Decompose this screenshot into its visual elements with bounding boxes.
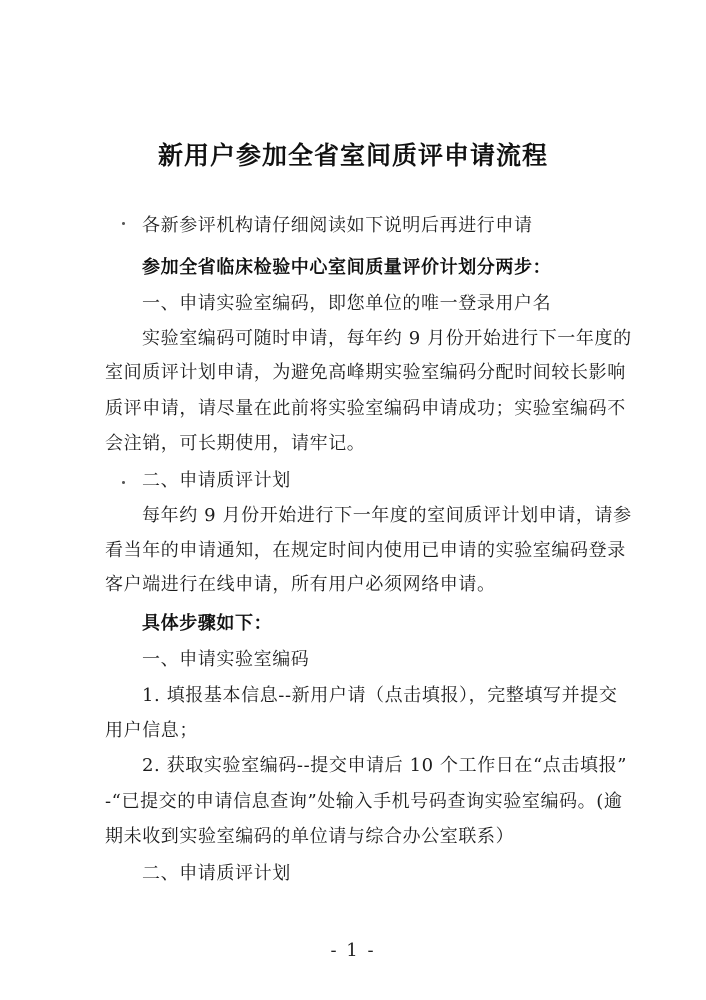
paragraph-line: 实验室编码可随时申请，每年约 9 月份开始进行下一年度的: [142, 328, 632, 349]
step-item: 2. 获取实验室编码--提交申请后 10 个工作日在“点击填报”: [142, 755, 628, 776]
paragraph-line: 质评申请，请尽量在此前将实验室编码申请成功；实验室编码不: [105, 398, 626, 419]
paragraph-line: 室间质评计划申请，为避免高峰期实验室编码分配时间较长影响: [105, 362, 626, 383]
step-two-heading: 二、申请质评计划: [142, 470, 291, 491]
paragraph-line: 会注销，可长期使用，请牢记。: [105, 433, 366, 454]
document-title: 新用户参加全省室间质评申请流程: [157, 141, 548, 170]
paragraph-line: 每年约 9 月份开始进行下一年度的室间质评计划申请，请参: [142, 505, 632, 526]
step-item-continued: -“已提交的申请信息查询”处输入手机号码查询实验室编码。(逾: [105, 791, 623, 812]
scan-speck: [122, 481, 125, 484]
scan-speck: [122, 222, 125, 225]
paragraph-line: 看当年的申请通知，在规定时间内使用已申请的实验室编码登录: [105, 540, 626, 561]
substep-two-heading: 二、申请质评计划: [142, 863, 291, 884]
step-item: 1. 填报基本信息--新用户请（点击填报），完整填写并提交: [142, 685, 618, 706]
page-number: - 1 -: [330, 940, 376, 961]
overview-heading: 参加全省临床检验中心室间质量评价计划分两步：: [142, 257, 552, 278]
intro-line: 各新参评机构请仔细阅读如下说明后再进行申请: [142, 215, 533, 236]
steps-heading: 具体步骤如下：: [142, 613, 273, 634]
step-item-continued: 期未收到实验室编码的单位请与综合办公室联系）: [105, 826, 515, 847]
step-item-continued: 用户信息；: [105, 720, 198, 741]
paragraph-line: 客户端进行在线申请，所有用户必须网络申请。: [105, 574, 496, 595]
substep-one-heading: 一、申请实验室编码: [142, 649, 310, 670]
step-one-heading: 一、申请实验室编码，即您单位的唯一登录用户名: [142, 293, 552, 314]
